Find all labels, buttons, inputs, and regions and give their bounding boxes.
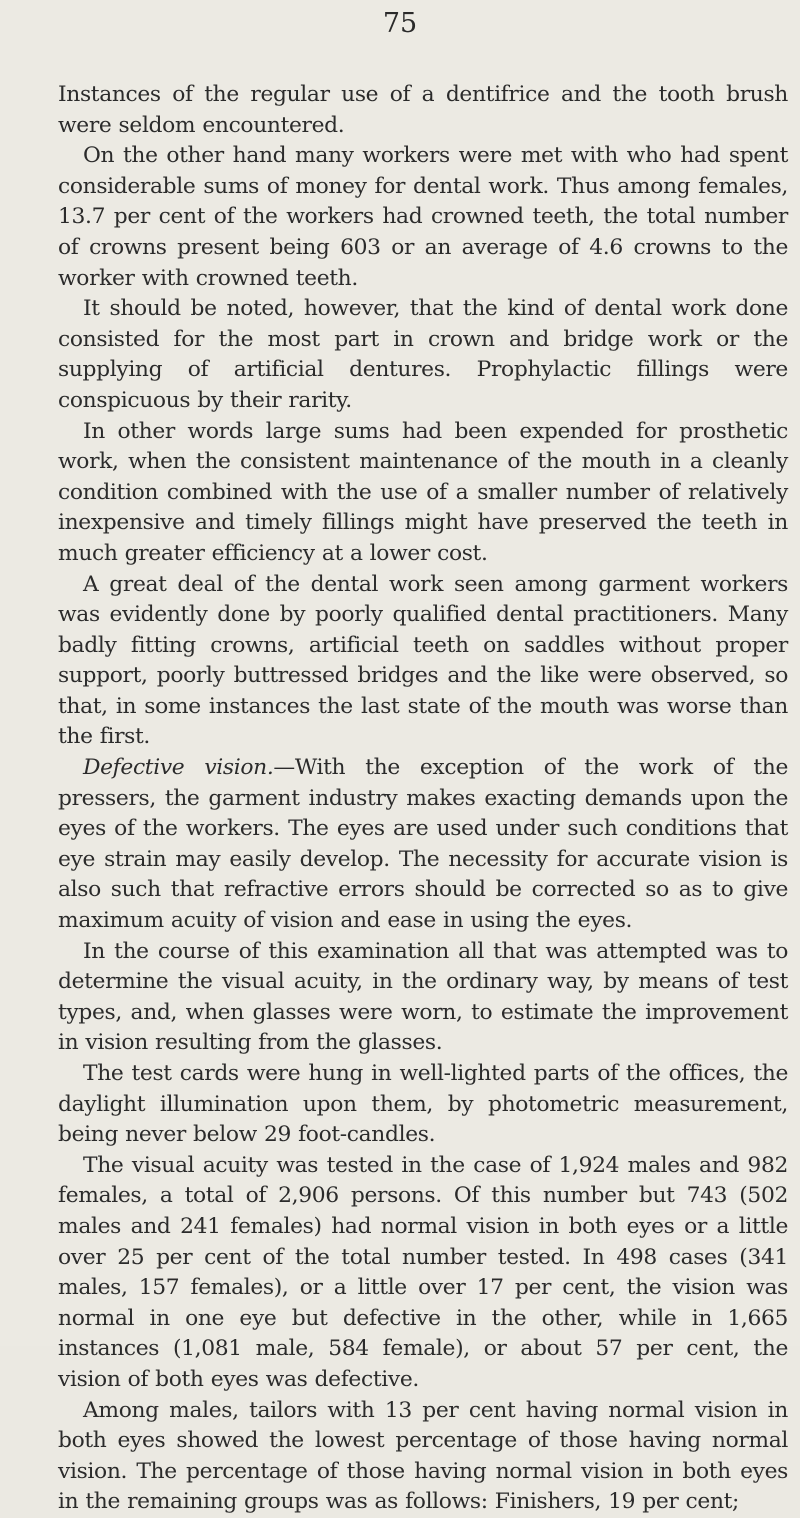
paragraph-occupation-breakdown: Among males, tailors with 13 per cent having normal vision in both eyes showed the lowest percentage of those having normal vision. The percentage of those having normal vision in both eyes in the remaining groups was as follows: Finishers, 19 per cent;: [58, 1397, 788, 1515]
paragraph-prosthetic-work: In other words large sums had been expended for prosthetic work, when the consistent maintenance of the mouth in a cleanly condition combined with the use of a smaller number of relatively inexpensive and timely fillings might have preserved the teeth in much greater efficiency at a lower cost.: [58, 418, 788, 566]
paragraph-test-cards: The test cards were hung in well-lighted parts of the offices, the daylight illumination upon them, by photometric measurement, being never below 29 foot-candles.: [58, 1061, 788, 1148]
paragraph-dental-spending: On the other hand many workers were met with who had spent considerable sums of money for dental work. Thus among females, 13.7 per cent of the workers had crowned teeth, the total number of crowns present being 603 or an average of 4.6 crowns to the worker with crowned teeth.: [58, 143, 788, 291]
paragraph-kind-of-work: It should be noted, however, that the kind of dental work done consisted for the most part in crown and bridge work or the supplying of artificial dentures. Prophylactic fillings were conspicuous by their rarity.: [58, 296, 788, 413]
paragraph-visual-acuity-results: The visual acuity was tested in the case of 1,924 males and 982 females, a total of 2,906 persons. Of this number but 743 (502 males and 241 females) had normal vision in both eyes or a little over 25 per cent of the total number tested. In 498 cases (341 males, 157 females), or a little over 17 per cent, the vision was normal in one eye but defective in the other, while in 1,665 instances (1,081 male, 584 female), or about 57 per cent, the vision of both eyes was defective.: [58, 1152, 788, 1392]
section-heading-defective-vision: Defective vision.: [83, 755, 274, 781]
page-number: 75: [382, 8, 418, 39]
paragraph-dentifrice: Instances of the regular use of a dentifrice and the tooth brush were seldom encountered.: [58, 82, 788, 138]
paragraph-examination-method: In the course of this examination all that was attempted was to determine the visual acuity, in the ordinary way, by means of test types, and, when glasses were worn, to estimate the improvement in vision resulting from the glasses.: [58, 938, 788, 1056]
defective-vision-text: —With the exception of the work of the pressers, the garment industry makes exacting demands upon the eyes of the workers. The eyes are used under such conditions that eye strain may easily develop. The necessity for accurate vision is also such that refractive errors should be corrected so as to give maximum acuity of vision and ease in using the eyes.: [58, 755, 788, 934]
paragraph-defective-vision: [58, 753, 788, 937]
body-text: [58, 80, 788, 1518]
paragraph-poor-practitioners: A great deal of the dental work seen among garment workers was evidently done by poorly qualified dental practitioners. Many badly fitting crowns, artificial teeth on saddles without proper support, poorly buttressed bridges and the like were observed, so that, in some instances the last state of the mouth was worse than the first.: [58, 571, 788, 750]
